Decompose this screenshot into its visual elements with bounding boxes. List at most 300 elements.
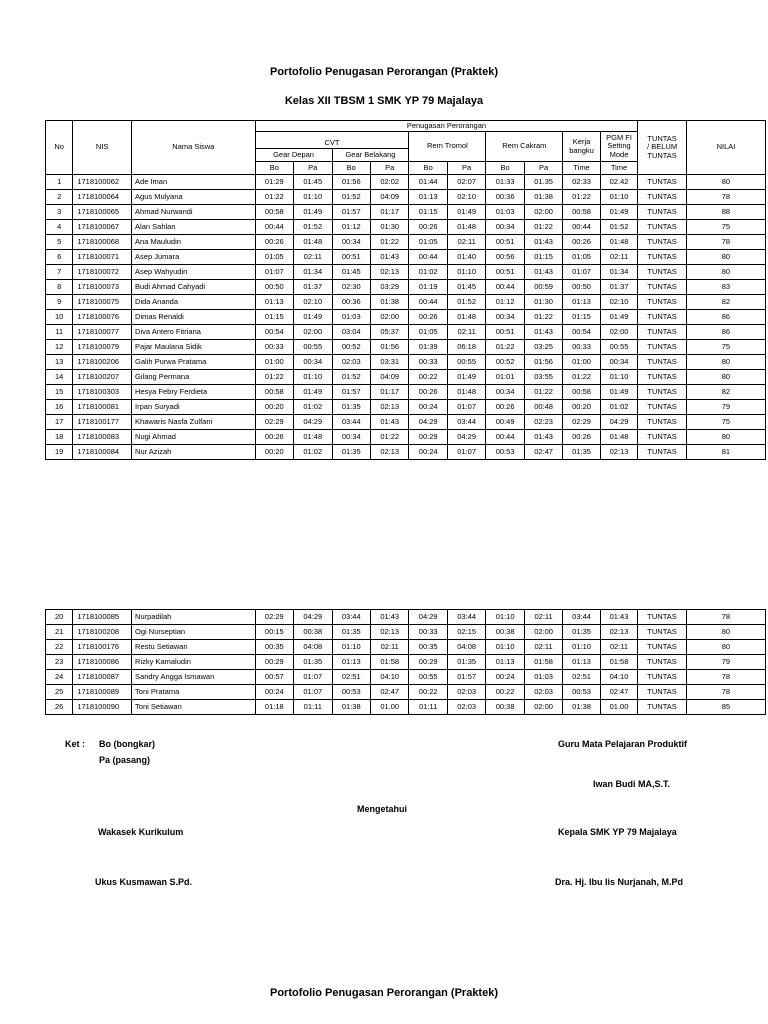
cell-rem-cakram-bo: 01:22 (486, 340, 524, 355)
cell-pgm-fi-time: 02:13 (600, 625, 637, 640)
next-page-title: Portofolio Penugasan Perorangan (Praktek) (270, 987, 498, 999)
cell-rem-cakram-pa: 02:00 (524, 625, 562, 640)
cell-rem-tromol-bo: 00:22 (409, 370, 447, 385)
cell-status: TUNTAS (638, 295, 687, 310)
cell-nis: 1718100067 (73, 220, 132, 235)
cell-rem-tromol-pa: 01:52 (447, 295, 485, 310)
cell-nilai: 80 (686, 370, 765, 385)
cell-nilai: 86 (686, 310, 765, 325)
header-gear-belakang: Gear Belakang (332, 149, 409, 162)
cell-gear-belakang-bo: 02:30 (332, 280, 370, 295)
cell-rem-cakram-pa: 02:00 (524, 700, 562, 715)
cell-nis: 1718100208 (73, 625, 132, 640)
cell-kerja-bangku-time: 00:50 (563, 280, 600, 295)
cell-status: TUNTAS (638, 445, 687, 460)
table-row (46, 445, 766, 460)
cell-kerja-bangku-time: 02:51 (563, 670, 600, 685)
cell-gear-depan-bo: 00:50 (255, 280, 293, 295)
table-row (46, 295, 766, 310)
cell-no: 12 (46, 340, 73, 355)
cell-rem-tromol-pa: 06:18 (447, 340, 485, 355)
cell-nilai: 78 (686, 235, 765, 250)
cell-kerja-bangku-time: 01:35 (563, 625, 600, 640)
cell-gear-depan-pa: 01:48 (294, 430, 332, 445)
cell-gear-depan-bo: 00:33 (255, 340, 293, 355)
cell-gear-belakang-bo: 01:45 (332, 265, 370, 280)
cell-rem-tromol-pa: 01:48 (447, 385, 485, 400)
cell-kerja-bangku-time: 00:58 (563, 205, 600, 220)
table-row (46, 175, 766, 190)
mengetahui-label: Mengetahui (357, 804, 408, 814)
cell-nama: Rizky Kamaludin (132, 655, 256, 670)
cell-gear-belakang-bo: 01:35 (332, 445, 370, 460)
cell-pgm-fi-time: 01:49 (600, 205, 638, 220)
cell-gear-depan-bo: 00:57 (255, 670, 293, 685)
cell-gear-depan-pa: 01:35 (294, 655, 332, 670)
cell-nama: Sandry Angga Ismawan (132, 670, 256, 685)
header-kerja-bangku: Kerja bangku (563, 132, 600, 162)
cell-rem-tromol-bo: 01:05 (409, 325, 447, 340)
cell-nis: 1718100303 (73, 385, 132, 400)
cell-nilai: 78 (686, 685, 765, 700)
cell-gear-depan-bo: 01:15 (255, 310, 293, 325)
cell-nama: Budi Ahmad Cahyadi (132, 280, 256, 295)
cell-gear-belakang-pa: 01:22 (370, 430, 408, 445)
cell-rem-tromol-pa: 01:40 (447, 250, 485, 265)
cell-gear-belakang-bo: 00:52 (332, 340, 370, 355)
cell-rem-cakram-bo: 01:01 (486, 370, 524, 385)
cell-gear-belakang-pa: 02:00 (370, 310, 408, 325)
cell-kerja-bangku-time: 01:05 (563, 250, 600, 265)
cell-rem-tromol-bo: 00:24 (409, 400, 447, 415)
cell-nama: Toni Pratama (132, 685, 256, 700)
cell-kerja-bangku-time: 02:33 (563, 175, 600, 190)
cell-pgm-fi-time: 04:29 (600, 415, 638, 430)
cell-gear-depan-pa: 00:55 (294, 340, 332, 355)
cell-status: TUNTAS (638, 685, 687, 700)
cell-pgm-fi-time: 00:55 (600, 340, 638, 355)
cell-gear-depan-pa: 01:49 (294, 310, 332, 325)
cell-status: TUNTAS (638, 265, 687, 280)
ket-pa: Pa (pasang) (99, 755, 151, 765)
table-row (46, 370, 766, 385)
cell-nama: Asep Wahyudin (132, 265, 256, 280)
cell-rem-tromol-pa: 03:44 (447, 610, 485, 625)
cell-rem-cakram-bo: 00:51 (486, 235, 524, 250)
header-bo: Bo (332, 162, 370, 175)
cell-rem-cakram-pa: 01:22 (524, 310, 562, 325)
cell-gear-belakang-bo: 03:44 (332, 415, 370, 430)
cell-rem-tromol-pa: 02:10 (447, 190, 485, 205)
cell-status: TUNTAS (638, 700, 687, 715)
cell-gear-depan-pa: 04:29 (294, 415, 332, 430)
cell-gear-depan-pa: 00:34 (294, 355, 332, 370)
cell-nis: 1718100068 (73, 235, 132, 250)
cell-gear-belakang-pa: 01:38 (370, 295, 408, 310)
cell-gear-belakang-pa: 01:56 (370, 340, 408, 355)
cell-status: TUNTAS (638, 325, 687, 340)
cell-rem-cakram-pa: 01:43 (524, 430, 562, 445)
cell-rem-tromol-bo: 00:26 (409, 220, 447, 235)
table-row (46, 625, 766, 640)
cell-no: 8 (46, 280, 73, 295)
cell-nama: Ogi Nurseptian (132, 625, 256, 640)
cell-no: 1 (46, 175, 73, 190)
cell-nilai: 85 (686, 700, 765, 715)
cell-nis: 1718100073 (73, 280, 132, 295)
cell-status: TUNTAS (638, 310, 687, 325)
cell-nilai: 80 (686, 430, 765, 445)
cell-rem-cakram-bo: 00:52 (486, 355, 524, 370)
table-row (46, 310, 766, 325)
cell-status: TUNTAS (638, 385, 687, 400)
cell-kerja-bangku-time: 01:35 (563, 445, 600, 460)
cell-gear-depan-pa: 01:07 (294, 670, 332, 685)
cell-rem-tromol-bo: 00:22 (409, 685, 447, 700)
cell-gear-belakang-bo: 00:36 (332, 295, 370, 310)
cell-nama: Alan Sahlan (132, 220, 256, 235)
cell-kerja-bangku-time: 00:33 (563, 340, 600, 355)
table-row (46, 640, 766, 655)
cell-nilai: 75 (686, 220, 765, 235)
cell-kerja-bangku-time: 01:00 (563, 355, 600, 370)
cell-gear-depan-pa: 01:52 (294, 220, 332, 235)
cell-rem-tromol-pa: 01:07 (447, 445, 485, 460)
cell-gear-depan-bo: 01:07 (255, 265, 293, 280)
table-row (46, 355, 766, 370)
cell-rem-tromol-pa: 03:44 (447, 415, 485, 430)
cell-gear-depan-bo: 00:58 (255, 205, 293, 220)
cell-gear-belakang-bo: 00:34 (332, 235, 370, 250)
header-pgm-fi: PGM FI Setting Mode (600, 132, 638, 162)
cell-gear-depan-pa: 01:34 (294, 265, 332, 280)
cell-rem-tromol-bo: 00:55 (409, 670, 447, 685)
cell-gear-depan-bo: 00:26 (255, 430, 293, 445)
cell-rem-tromol-bo: 00:44 (409, 295, 447, 310)
header-penugasan: Penugasan Perorangan (255, 121, 638, 132)
cell-nilai: 78 (686, 670, 765, 685)
cell-kerja-bangku-time: 01:15 (563, 310, 600, 325)
header-bo: Bo (409, 162, 447, 175)
cell-nama: Nur Azizah (132, 445, 256, 460)
cell-rem-tromol-bo: 01:39 (409, 340, 447, 355)
cell-pgm-fi-time: 01:48 (600, 430, 638, 445)
cell-gear-belakang-pa: 04:09 (370, 370, 408, 385)
cell-gear-depan-pa: 00:38 (294, 625, 332, 640)
cell-gear-belakang-pa: 02:02 (370, 175, 408, 190)
document-title: Portofolio Penugasan Perorangan (Praktek) (270, 66, 498, 78)
cell-no: 25 (46, 685, 73, 700)
cell-gear-depan-bo: 00:29 (255, 655, 293, 670)
cell-gear-depan-bo: 01:22 (255, 190, 293, 205)
cell-no: 5 (46, 235, 73, 250)
cell-no: 4 (46, 220, 73, 235)
table-row (46, 385, 766, 400)
cell-rem-tromol-bo: 01:13 (409, 190, 447, 205)
cell-rem-tromol-bo: 00:26 (409, 385, 447, 400)
cell-kerja-bangku-time: 01:22 (563, 370, 600, 385)
cell-gear-depan-bo: 00:20 (255, 400, 293, 415)
cell-nis: 1718100087 (73, 670, 132, 685)
cell-nilai: 82 (686, 295, 765, 310)
header-bo: Bo (486, 162, 524, 175)
table-row (46, 265, 766, 280)
cell-gear-belakang-pa: 02:47 (370, 685, 408, 700)
cell-gear-depan-pa: 04:08 (294, 640, 332, 655)
cell-rem-cakram-bo: 00:38 (486, 625, 524, 640)
cell-rem-tromol-pa: 02:15 (447, 625, 485, 640)
cell-nama: Ade Iman (132, 175, 256, 190)
table-row (46, 250, 766, 265)
header-time: Time (563, 162, 600, 175)
cell-gear-belakang-bo: 02:51 (332, 670, 370, 685)
cell-status: TUNTAS (638, 340, 687, 355)
ket-bo: Bo (bongkar) (99, 739, 155, 749)
cell-rem-cakram-pa: 01:22 (524, 220, 562, 235)
cell-status: TUNTAS (638, 250, 687, 265)
cell-nis: 1718100071 (73, 250, 132, 265)
score-table-continued-body (46, 610, 766, 715)
cell-pgm-fi-time: 01:37 (600, 280, 638, 295)
header-time: Time (600, 162, 638, 175)
cell-nama: Ana Mauludin (132, 235, 256, 250)
cell-rem-cakram-pa: 01:38 (524, 190, 562, 205)
cell-nis: 1718100086 (73, 655, 132, 670)
cell-rem-cakram-bo: 00:44 (486, 430, 524, 445)
header-bo: Bo (255, 162, 293, 175)
cell-rem-cakram-pa: 00:59 (524, 280, 562, 295)
cell-status: TUNTAS (638, 190, 687, 205)
cell-rem-tromol-pa: 00:55 (447, 355, 485, 370)
cell-gear-belakang-bo: 01:35 (332, 625, 370, 640)
cell-gear-depan-bo: 00:54 (255, 325, 293, 340)
header-pa: Pa (294, 162, 332, 175)
cell-gear-belakang-bo: 00:51 (332, 250, 370, 265)
cell-rem-tromol-pa: 04:29 (447, 430, 485, 445)
cell-rem-cakram-bo: 01:12 (486, 295, 524, 310)
cell-gear-belakang-pa: 01:17 (370, 205, 408, 220)
cell-gear-depan-bo: 01:22 (255, 370, 293, 385)
cell-rem-tromol-bo: 04:29 (409, 610, 447, 625)
cell-pgm-fi-time: 02:13 (600, 445, 638, 460)
cell-kerja-bangku-time: 01:13 (563, 295, 600, 310)
cell-pgm-fi-time: 02:00 (600, 325, 638, 340)
cell-no: 23 (46, 655, 73, 670)
cell-gear-belakang-pa: 01:17 (370, 385, 408, 400)
cell-rem-tromol-bo: 01:11 (409, 700, 447, 715)
cell-nama: Ahmad Nurwandi (132, 205, 256, 220)
cell-rem-cakram-pa: 01.35 (524, 175, 562, 190)
header-rem-tromol: Rem Tromol (409, 132, 486, 162)
cell-gear-belakang-pa: 04:09 (370, 190, 408, 205)
cell-nilai: 80 (686, 625, 765, 640)
cell-no: 6 (46, 250, 73, 265)
cell-rem-cakram-pa: 01:22 (524, 385, 562, 400)
cell-gear-depan-bo: 00:24 (255, 685, 293, 700)
cell-rem-tromol-pa: 01:57 (447, 670, 485, 685)
cell-nama: Nurpadilah (132, 610, 256, 625)
cell-nilai: 88 (686, 205, 765, 220)
cell-no: 3 (46, 205, 73, 220)
header-nis: NIS (73, 121, 132, 175)
cell-gear-belakang-bo: 01:03 (332, 310, 370, 325)
cell-nama: Nugi Ahmad (132, 430, 256, 445)
cell-nilai: 80 (686, 355, 765, 370)
cell-rem-cakram-pa: 01:30 (524, 295, 562, 310)
score-table (45, 120, 766, 460)
cell-gear-belakang-bo: 03:44 (332, 610, 370, 625)
cell-pgm-fi-time: 02:10 (600, 295, 638, 310)
cell-rem-tromol-pa: 01:48 (447, 220, 485, 235)
guru-title: Guru Mata Pelajaran Produktif (558, 739, 688, 749)
cell-gear-depan-bo: 00:15 (255, 625, 293, 640)
cell-gear-belakang-pa: 01:43 (370, 415, 408, 430)
cell-kerja-bangku-time: 00:26 (563, 430, 600, 445)
cell-pgm-fi-time: 01:52 (600, 220, 638, 235)
cell-gear-belakang-pa: 01:43 (370, 610, 408, 625)
cell-nama: Toni Setiawan (132, 700, 256, 715)
cell-rem-tromol-bo: 00:33 (409, 355, 447, 370)
cell-nis: 1718100081 (73, 400, 132, 415)
cell-no: 13 (46, 355, 73, 370)
cell-gear-belakang-pa: 02:13 (370, 400, 408, 415)
cell-status: TUNTAS (638, 370, 687, 385)
cell-rem-cakram-pa: 02:11 (524, 610, 562, 625)
cell-rem-cakram-bo: 00:56 (486, 250, 524, 265)
cell-kerja-bangku-time: 00:26 (563, 235, 600, 250)
cell-nis: 1718100207 (73, 370, 132, 385)
cell-gear-depan-bo: 01:13 (255, 295, 293, 310)
table-row (46, 670, 766, 685)
cell-no: 9 (46, 295, 73, 310)
cell-no: 21 (46, 625, 73, 640)
cell-status: TUNTAS (638, 175, 687, 190)
table-row (46, 430, 766, 445)
kepala-name: Dra. Hj. Ibu Iis Nurjanah, M.Pd (555, 877, 684, 887)
cell-no: 16 (46, 400, 73, 415)
cell-gear-depan-bo: 00:20 (255, 445, 293, 460)
header-nama: Nama Siswa (132, 121, 256, 175)
cell-kerja-bangku-time: 00:58 (563, 385, 600, 400)
cell-rem-tromol-bo: 00:44 (409, 250, 447, 265)
cell-pgm-fi-time: 01:48 (600, 235, 638, 250)
cell-no: 18 (46, 430, 73, 445)
cell-rem-tromol-bo: 00:24 (409, 445, 447, 460)
cell-pgm-fi-time: 01:34 (600, 265, 638, 280)
cell-gear-belakang-pa: 04:10 (370, 670, 408, 685)
cell-gear-belakang-pa: 03:31 (370, 355, 408, 370)
cell-nis: 1718100079 (73, 340, 132, 355)
cell-kerja-bangku-time: 01:10 (563, 640, 600, 655)
cell-gear-belakang-pa: 03:29 (370, 280, 408, 295)
table-row (46, 655, 766, 670)
cell-nama: Diva Antero Fitriana (132, 325, 256, 340)
cell-nilai: 80 (686, 175, 765, 190)
table-row (46, 415, 766, 430)
cell-no: 2 (46, 190, 73, 205)
header-tuntas: TUNTAS / BELUM TUNTAS (638, 121, 687, 175)
cell-rem-cakram-bo: 00:49 (486, 415, 524, 430)
cell-nama: Dimas Renaldi (132, 310, 256, 325)
cell-rem-tromol-pa: 02:07 (447, 175, 485, 190)
cell-rem-cakram-pa: 01:03 (524, 670, 562, 685)
cell-status: TUNTAS (638, 670, 687, 685)
cell-rem-tromol-bo: 00:29 (409, 430, 447, 445)
wakasek-title: Wakasek Kurikulum (98, 827, 184, 837)
cell-gear-depan-pa: 01:10 (294, 370, 332, 385)
cell-rem-tromol-pa: 04:08 (447, 640, 485, 655)
cell-nama: Restu Setiawan (132, 640, 256, 655)
wakasek-name: Ukus Kusmawan S.Pd. (95, 877, 193, 887)
cell-rem-tromol-pa: 01:07 (447, 400, 485, 415)
cell-rem-tromol-pa: 01:49 (447, 370, 485, 385)
cell-pgm-fi-time: 01:58 (600, 655, 637, 670)
cell-pgm-fi-time: 01.00 (600, 700, 637, 715)
table-row (46, 325, 766, 340)
cell-status: TUNTAS (638, 235, 687, 250)
cell-status: TUNTAS (638, 355, 687, 370)
cell-gear-depan-bo: 01:05 (255, 250, 293, 265)
cell-pgm-fi-time: 04:10 (600, 670, 637, 685)
table-row (46, 700, 766, 715)
cell-nilai: 78 (686, 610, 765, 625)
cell-rem-cakram-pa: 02:03 (524, 685, 562, 700)
cell-nilai: 80 (686, 250, 765, 265)
cell-nis: 1718100090 (73, 700, 132, 715)
cell-gear-belakang-bo: 01:13 (332, 655, 370, 670)
cell-gear-belakang-pa: 01:58 (370, 655, 408, 670)
cell-no: 14 (46, 370, 73, 385)
cell-rem-cakram-pa: 02:00 (524, 205, 562, 220)
cell-rem-cakram-bo: 00:51 (486, 265, 524, 280)
cell-rem-cakram-pa: 03:25 (524, 340, 562, 355)
cell-rem-cakram-pa: 01:43 (524, 325, 562, 340)
cell-kerja-bangku-time: 00:44 (563, 220, 600, 235)
cell-nama: Pajar Maulana Sidik (132, 340, 256, 355)
cell-rem-tromol-bo: 01:19 (409, 280, 447, 295)
cell-rem-cakram-bo: 01:10 (486, 610, 524, 625)
cell-nis: 1718100083 (73, 430, 132, 445)
table-row (46, 610, 766, 625)
cell-no: 24 (46, 670, 73, 685)
cell-pgm-fi-time: 02:11 (600, 250, 638, 265)
cell-rem-cakram-bo: 00:38 (486, 700, 524, 715)
header-cvt: CVT (255, 132, 409, 149)
cell-rem-cakram-bo: 00:36 (486, 190, 524, 205)
cell-kerja-bangku-time: 01:07 (563, 265, 600, 280)
cell-no: 10 (46, 310, 73, 325)
cell-rem-cakram-pa: 03:55 (524, 370, 562, 385)
cell-gear-depan-pa: 01:02 (294, 445, 332, 460)
cell-nis: 1718100089 (73, 685, 132, 700)
cell-rem-tromol-pa: 01:45 (447, 280, 485, 295)
cell-no: 22 (46, 640, 73, 655)
cell-gear-belakang-bo: 01:57 (332, 385, 370, 400)
cell-nilai: 86 (686, 325, 765, 340)
cell-nilai: 79 (686, 655, 765, 670)
cell-rem-tromol-bo: 00:33 (409, 625, 447, 640)
document-subtitle: Kelas XII TBSM 1 SMK YP 79 Majalaya (284, 95, 484, 107)
cell-gear-belakang-pa: 01:30 (370, 220, 408, 235)
cell-status: TUNTAS (638, 400, 687, 415)
cell-gear-belakang-bo: 02:03 (332, 355, 370, 370)
cell-rem-tromol-bo: 00:26 (409, 310, 447, 325)
header-no: No (46, 121, 73, 175)
cell-rem-cakram-bo: 00:34 (486, 310, 524, 325)
cell-gear-depan-bo: 00:44 (255, 220, 293, 235)
cell-rem-cakram-bo: 00:53 (486, 445, 524, 460)
table-row (46, 280, 766, 295)
